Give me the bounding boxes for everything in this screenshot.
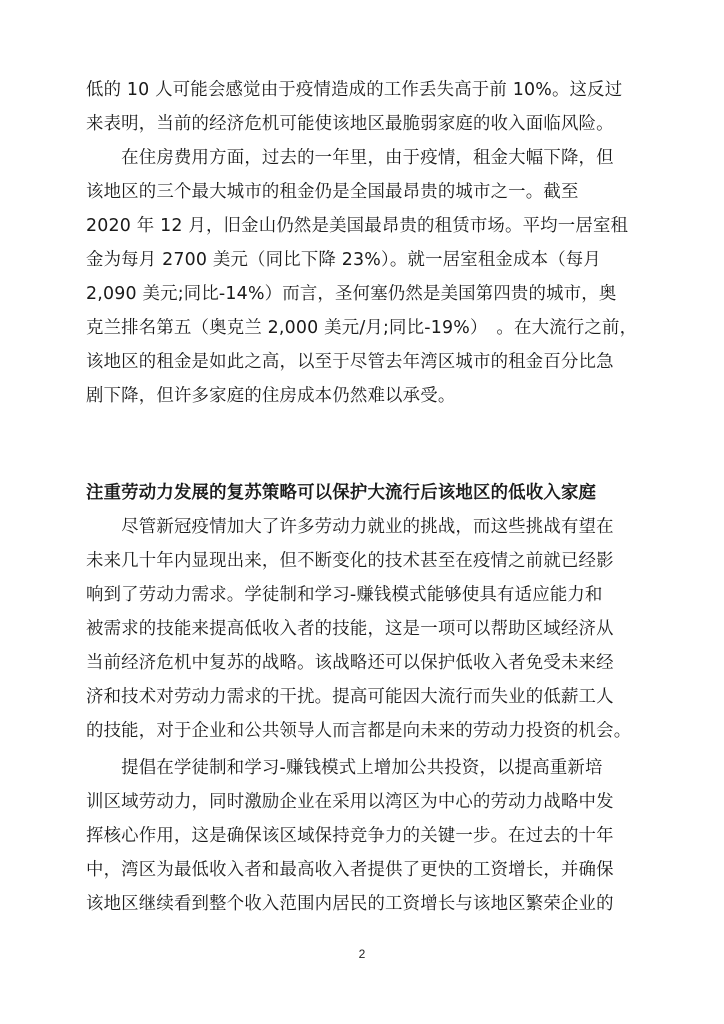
text-line: 在住房费用方面，过去的一年里，由于疫情，租金大幅下降，但 [86, 148, 614, 168]
text-line: 当前经济危机中复苏的战略。该战略还可以保护低收入者免受未来经 [86, 653, 614, 673]
text-line: 金为每月 2700 美元（同比下降 23%）。就一居室租金成本（每月 [86, 250, 601, 270]
text-line: 济和技术对劳动力需求的干扰。提高可能因大流行而失业的低薪工人 [86, 687, 614, 707]
text-line: 该地区的租金是如此之高，以至于尽管去年湾区城市的租金百分比急 [86, 352, 614, 372]
text-line: 的技能，对于企业和公共领导人而言都是向未来的劳动力投资的机会。 [86, 721, 632, 741]
text-line: 克兰排名第五（奥克兰 2,000 美元/月;同比-19%） 。在大流行之前， [86, 318, 638, 338]
section-heading: 注重劳动力发展的复苏策略可以保护大流行后该地区的低收入家庭 [86, 483, 597, 503]
text-line: 响到了劳动力需求。学徒制和学习-赚钱模式能够使具有适应能力和 [86, 585, 603, 605]
page-number: 2 [358, 947, 366, 961]
text-line: 该地区的三个最大城市的租金仍是全国最昂贵的城市之一。截至 [86, 182, 579, 202]
text-line: 被需求的技能来提高低收入者的技能，这是一项可以帮助区域经济从 [86, 619, 614, 639]
paragraph-continued [86, 73, 656, 141]
text-line: 训区域劳动力，同时激励企业在采用以湾区为中心的劳动力战略中发 [86, 792, 614, 812]
paragraph-workforce-challenges [86, 510, 656, 748]
text-line: 提倡在学徒制和学习-赚钱模式上增加公共投资，以提高重新培 [86, 758, 603, 778]
paragraph-housing-costs [86, 141, 656, 413]
text-line: 来表明，当前的经济危机可能使该地区最脆弱家庭的收入面临风险。 [86, 114, 614, 134]
text-line: 挥核心作用，这是确保该区域保持竞争力的关键一步。在过去的十年 [86, 826, 614, 846]
text-line: 2,090 美元;同比-14%）而言，圣何塞仍然是美国第四贵的城市，奥 [86, 284, 617, 304]
text-line: 剧下降，但许多家庭的住房成本仍然难以承受。 [86, 386, 456, 406]
text-line: 2020 年 12 月，旧金山仍然是美国最昂贵的租赁市场。平均一居室租 [86, 216, 629, 236]
text-line: 低的 10 人可能会感觉由于疫情造成的工作丢失高于前 10%。这反过 [86, 80, 623, 100]
text-line: 中，湾区为最低收入者和最高收入者提供了更快的工资增长，并确保 [86, 860, 614, 880]
text-line: 未来几十年内显现出来，但不断变化的技术甚至在疫情之前就已经影 [86, 551, 614, 571]
text-line: 该地区继续看到整个收入范围内居民的工资增长与该地区繁荣企业的 [86, 894, 614, 914]
paragraph-public-investment [86, 751, 656, 921]
text-line: 尽管新冠疫情加大了许多劳动力就业的挑战，而这些挑战有望在 [86, 517, 614, 537]
